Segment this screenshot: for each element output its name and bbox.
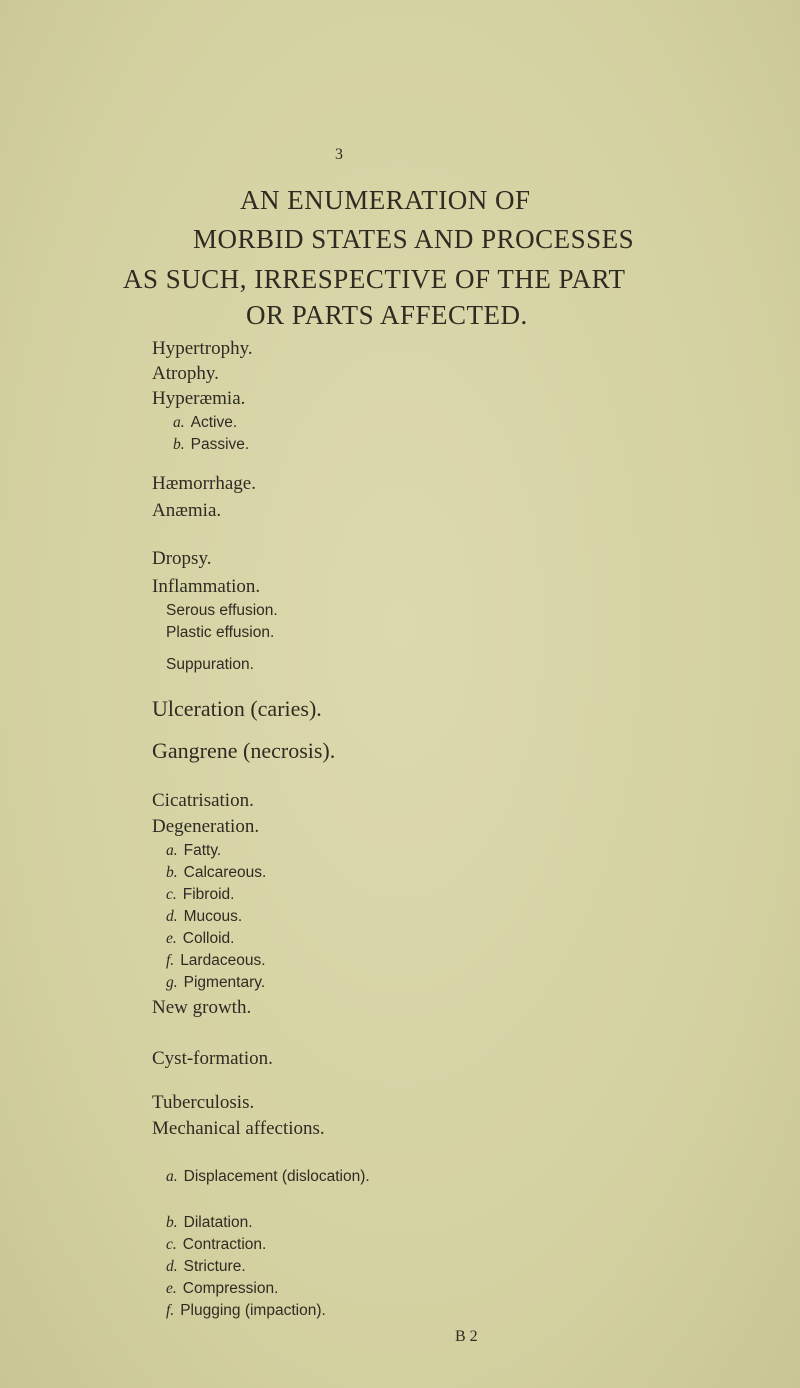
entry-degeneration: Degeneration. [152,816,260,837]
sub-text: Pigmentary. [183,974,266,991]
sub-letter: b. [166,1214,178,1231]
sub-letter: b. [173,436,185,453]
sub-text: Mucous. [183,908,243,925]
entry-deg-lardaceous [166,952,266,970]
sub-letter: f. [166,952,175,969]
sub-letter: c. [166,886,177,903]
title-line-1: AN ENUMERATION OF [240,185,531,215]
sub-text: Fatty. [183,842,222,859]
entry-mech-contraction [166,1236,266,1254]
sub-letter: a. [166,1168,178,1185]
entry-plastic-effusion: Plastic effusion. [166,624,275,641]
entry-suppuration: Suppuration. [166,656,254,673]
entry-haemorrhage: Hæmorrhage. [152,473,256,494]
sub-text: Lardaceous. [180,952,266,969]
sub-letter: a. [173,414,185,431]
sub-text: Displacement (dislocation). [183,1168,370,1185]
sub-text: Stricture. [183,1258,246,1275]
entry-mech-stricture [166,1258,246,1276]
entry-ulceration: Ulceration (caries). [152,696,322,721]
entry-deg-mucous [166,908,242,926]
entry-serous-effusion: Serous effusion. [166,602,278,619]
title-line-4: OR PARTS AFFECTED. [246,300,528,330]
sub-text: Fibroid. [182,886,235,903]
sub-letter: c. [166,1236,177,1253]
sub-letter: g. [166,974,178,991]
page-number: 3 [335,146,343,163]
entry-anaemia: Anæmia. [152,500,222,521]
entry-cicatrisation: Cicatrisation. [152,790,254,811]
entry-hyperaemia-active [173,414,237,432]
entry-deg-fatty [166,842,221,860]
sub-letter: d. [166,1258,178,1275]
entry-cyst-formation: Cyst-formation. [152,1048,273,1069]
entry-inflammation: Inflammation. [152,576,261,597]
entry-atrophy: Atrophy. [152,363,219,384]
sub-text: Contraction. [182,1236,267,1253]
entry-mechanical-affections: Mechanical affections. [152,1118,325,1139]
title-line-3: AS SUCH, IRRESPECTIVE OF THE PART [123,264,626,294]
sub-letter: f. [166,1302,175,1319]
sub-text: Active. [190,414,238,431]
entry-deg-fibroid [166,886,234,904]
sub-text: Passive. [190,436,250,453]
entry-dropsy: Dropsy. [152,548,212,569]
sub-text: Calcareous. [183,864,267,881]
entry-hyperaemia: Hyperæmia. [152,388,246,409]
entry-tuberculosis: Tuberculosis. [152,1092,255,1113]
sub-letter: d. [166,908,178,925]
sub-text: Dilatation. [183,1214,253,1231]
sub-letter: a. [166,842,178,859]
sub-text: Colloid. [182,930,235,947]
sub-letter: e. [166,1280,177,1297]
entry-gangrene: Gangrene (necrosis). [152,738,336,763]
sub-letter: b. [166,864,178,881]
entry-deg-colloid [166,930,234,948]
sub-letter: e. [166,930,177,947]
entry-mech-displacement [166,1168,370,1186]
entry-mech-dilatation [166,1214,253,1232]
entry-mech-plugging [166,1302,326,1320]
entry-deg-calcareous [166,864,266,882]
entry-mech-compression [166,1280,278,1298]
signature-mark: B 2 [455,1328,478,1345]
entry-hyperaemia-passive [173,436,249,454]
entry-deg-pigmentary [166,974,265,992]
sub-text: Compression. [182,1280,279,1297]
entry-hypertrophy: Hypertrophy. [152,338,253,359]
title-line-2: MORBID STATES AND PROCESSES [193,224,635,254]
entry-new-growth: New growth. [152,997,252,1018]
sub-text: Plugging (impaction). [180,1302,326,1319]
